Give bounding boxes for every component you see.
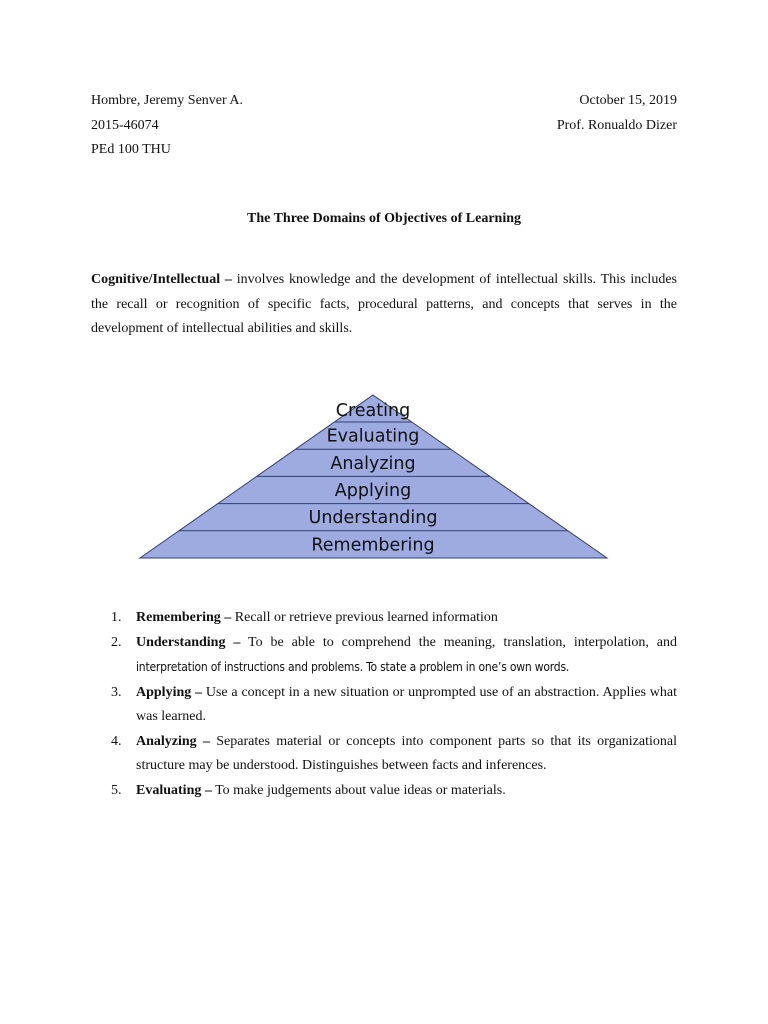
list-term: Analyzing – [136, 733, 210, 749]
list-text: Recall or retrieve previous learned information [231, 610, 498, 625]
pyramid-level-understanding: Understanding [308, 508, 438, 529]
cognitive-term: Cognitive/Intellectual – [91, 272, 232, 287]
pyramid-level-creating: Creating [335, 401, 411, 421]
list-number: 1. [111, 610, 122, 625]
list-number: 3. [111, 684, 122, 700]
student-id: 2015-46074 [91, 118, 159, 133]
professor-name: Prof. Ronualdo Dizer [556, 118, 677, 133]
cognitive-description: involves knowledge and the development of intellectual skills. This includes the recall or recognition of specific facts, procedural patterns, and concepts that serves in the development of intellectual abilities and skills. [91, 272, 677, 336]
levels-list [91, 606, 677, 803]
list-text: To make judgements about value ideas or materials. [211, 782, 506, 798]
list-number: 2. [111, 634, 122, 650]
list-text-continued: interpretation of instructions and problems. To state a problem in one’s own words. [136, 660, 570, 674]
pyramid-level-analyzing: Analyzing [330, 453, 416, 474]
list-text: To be able to comprehend the meaning, translation, interpolation, and [240, 634, 677, 650]
list-term: Evaluating – [136, 782, 212, 798]
student-name: Hombre, Jeremy Senver A. [91, 93, 244, 108]
list-item [91, 606, 677, 631]
list-item [91, 631, 677, 681]
list-item [91, 779, 677, 804]
pyramid-level-applying: Applying [334, 481, 412, 501]
list-item [91, 681, 677, 730]
document-title: The Three Domains of Objectives of Learning [246, 211, 522, 226]
list-item [91, 730, 677, 779]
list-text: Separates material or concepts into component parts so that its organizational structure may be understood. Distinguishes between facts and inferences. [136, 733, 677, 773]
course-code: PEd 100 THU [91, 142, 171, 157]
pyramid-level-remembering: Remembering [311, 535, 435, 556]
list-number: 4. [111, 733, 122, 749]
pyramid-level-evaluating: Evaluating [326, 426, 420, 447]
document-date: October 15, 2019 [579, 93, 677, 108]
list-term: Remembering – [136, 610, 232, 625]
list-term: Applying – [136, 684, 203, 700]
list-text: Use a concept in a new situation or unprompted use of an abstraction. Applies what was learned. [136, 684, 678, 724]
list-term: Understanding – [136, 634, 241, 650]
list-number: 5. [111, 782, 122, 798]
